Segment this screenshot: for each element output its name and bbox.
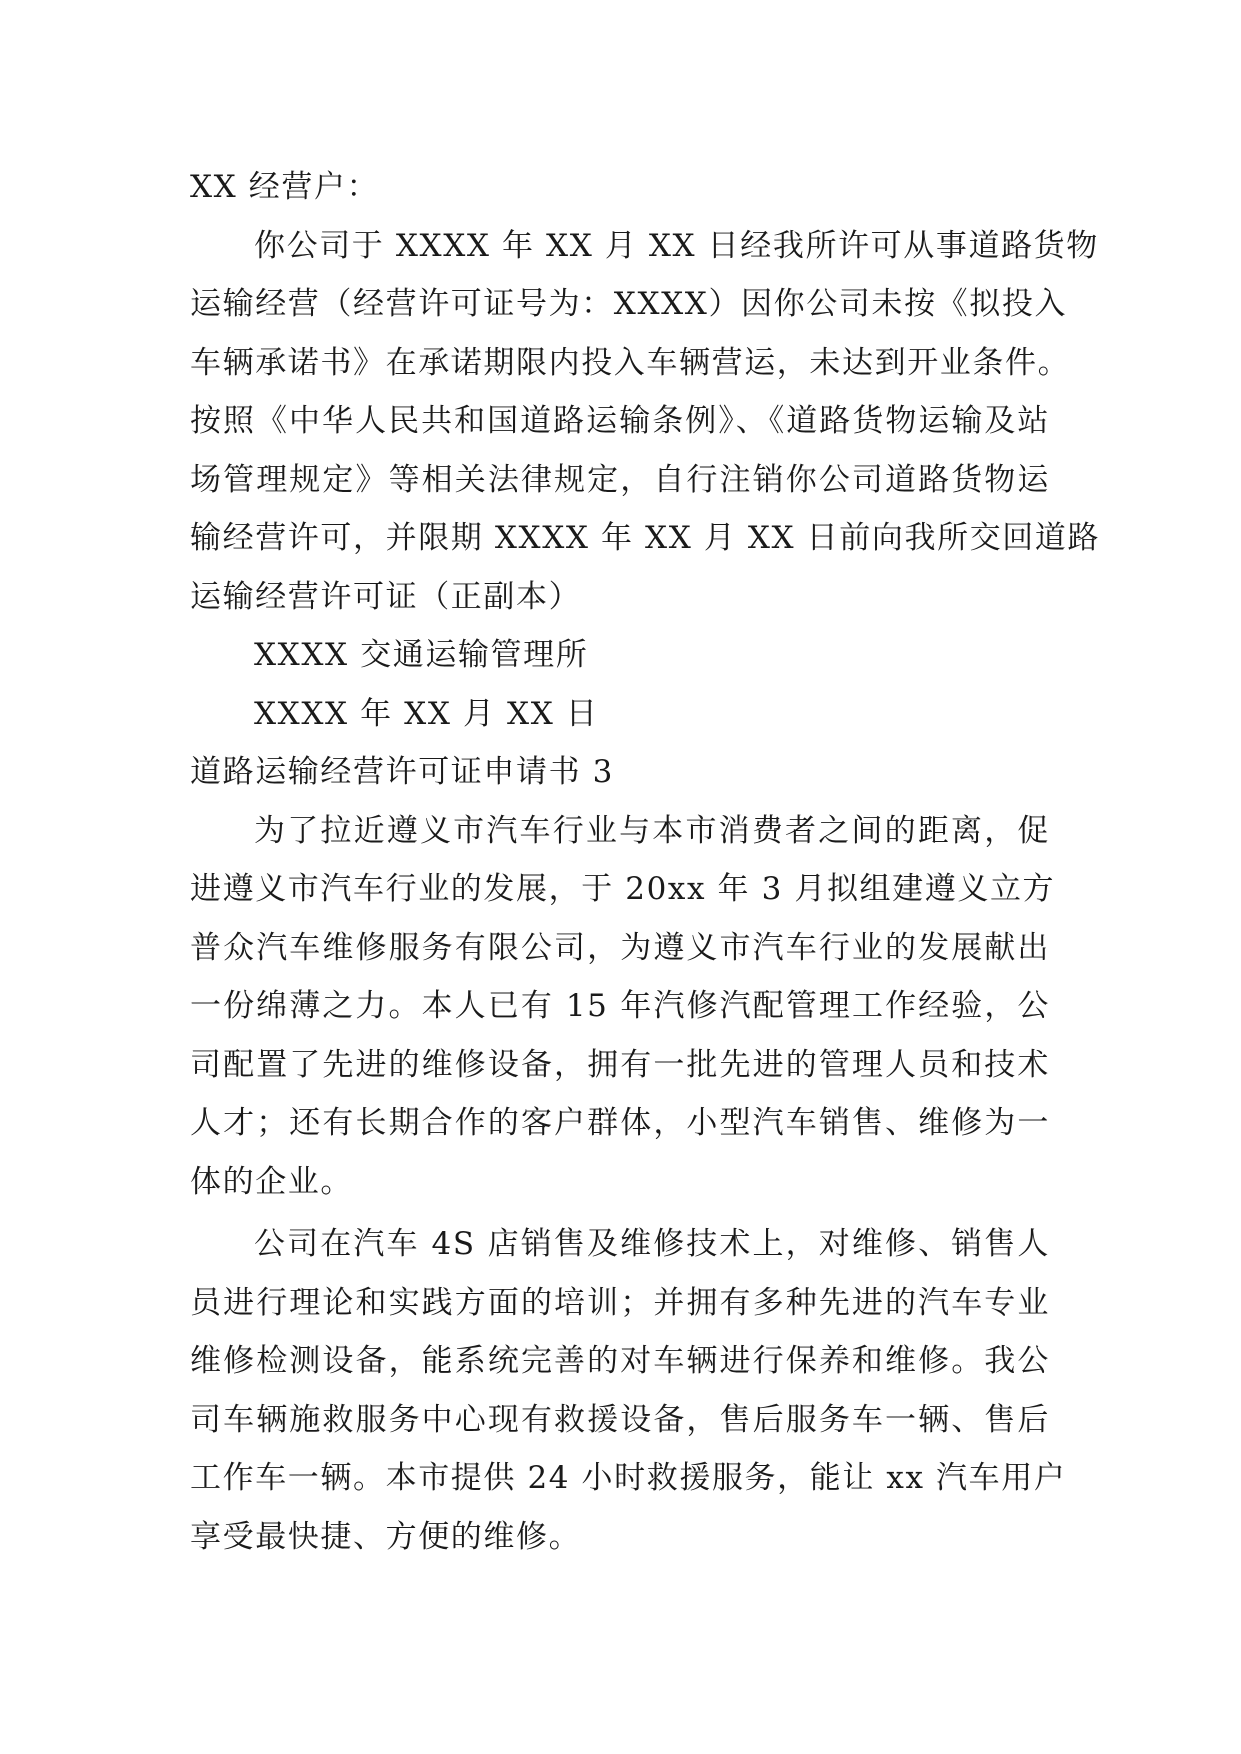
signature-org: XXXX 交通运输管理所 [254, 637, 589, 673]
paragraph-line: 一份绵薄之力。本人已有 15 年汽修汽配管理工作经验，公 [190, 988, 1050, 1024]
paragraph-line: 普众汽车维修服务有限公司，为遵义市汽车行业的发展献出 [190, 929, 1050, 966]
paragraph-line: 享受最快捷、方便的维修。 [190, 1518, 582, 1555]
paragraph-line: 员进行理论和实践方面的培训；并拥有多种先进的汽车专业 [190, 1284, 1050, 1321]
notice-line: 运输经营许可证（正副本） [190, 578, 582, 615]
notice-line: 车辆承诺书》在承诺期限内投入车辆营运，未达到开业条件。 [190, 344, 1071, 381]
section-title: 道路运输经营许可证申请书 3 [190, 754, 614, 790]
paragraph-line: 司车辆施救服务中心现有救援设备，售后服务车一辆、售后 [190, 1401, 1050, 1438]
paragraph-line: 体的企业。 [190, 1163, 353, 1200]
paragraph-line: 人才；还有长期合作的客户群体，小型汽车销售、维修为一 [190, 1105, 1050, 1141]
paragraph-line: 工作车一辆。本市提供 24 小时救援服务，能让 xx 汽车用户 [190, 1460, 1067, 1496]
signature-date: XXXX 年 XX 月 XX 日 [254, 695, 599, 732]
addressee: XX 经营户： [190, 169, 380, 205]
application-paragraph-1 [190, 802, 1056, 1212]
application-paragraph-2 [190, 1215, 1067, 1566]
notice-line: 运输经营（经营许可证号为：XXXX）因你公司未按《拟投入 [190, 286, 1068, 322]
notice-line: 输经营许可，并限期 XXXX 年 XX 月 XX 日前向我所交回道路 [190, 520, 1101, 556]
notice-line: 你公司于 XXXX 年 XX 月 XX 日经我所许可从事道路货物 [254, 227, 1099, 264]
paragraph-line: 公司在汽车 4S 店销售及维修技术上，对维修、销售人 [254, 1226, 1050, 1262]
document-body [190, 158, 1101, 1566]
notice-paragraph [190, 217, 1101, 627]
paragraph-line: 司配置了先进的维修设备，拥有一批先进的管理人员和技术 [190, 1046, 1050, 1083]
notice-line: 按照《中华人民共和国道路运输条例》、《道路货物运输及站 [190, 403, 1050, 439]
paragraph-line: 进遵义市汽车行业的发展，于 20xx 年 3 月拟组建遵义立方 [190, 871, 1056, 907]
paragraph-line: 维修检测设备，能系统完善的对车辆进行保养和维修。我公 [190, 1343, 1050, 1379]
paragraph-line: 为了拉近遵义市汽车行业与本市消费者之间的距离，促 [254, 812, 1050, 849]
notice-line: 场管理规定》等相关法律规定，自行注销你公司道路货物运 [190, 461, 1050, 498]
